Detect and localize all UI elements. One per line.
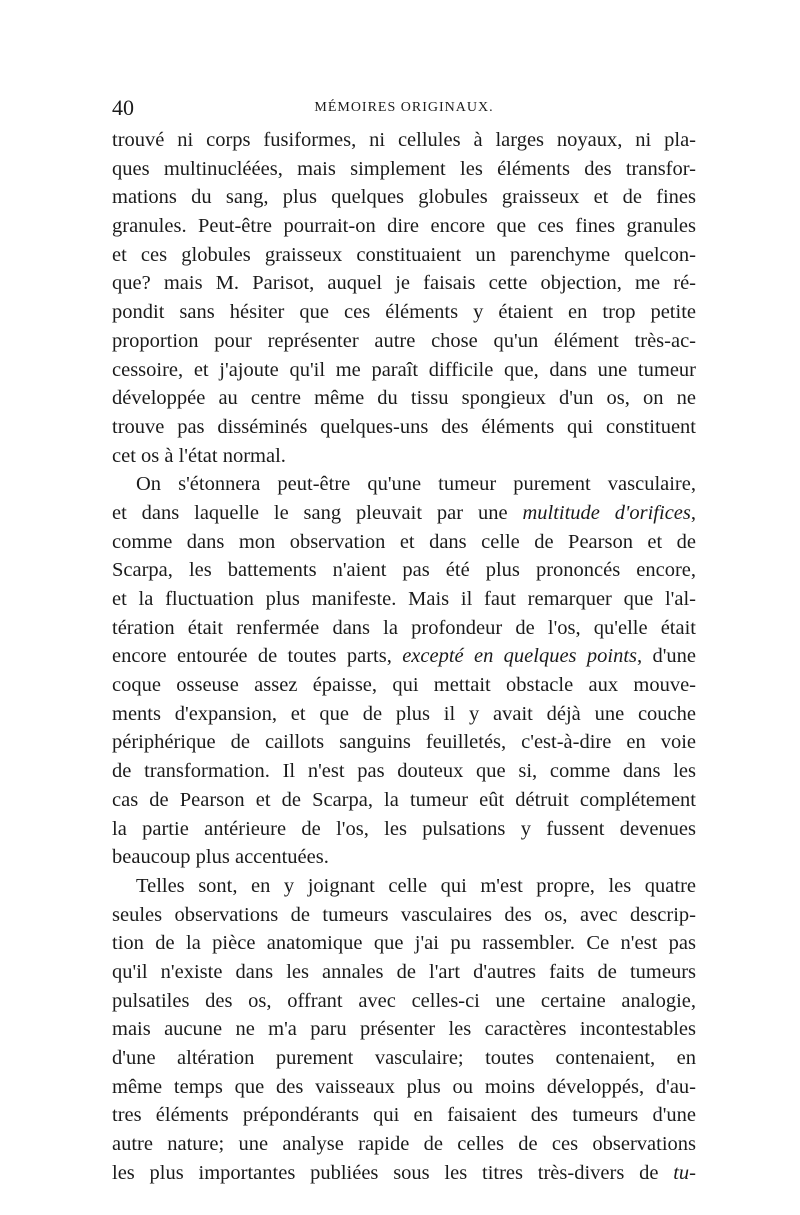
text-line: et la fluctuation plus manifeste. Mais il faut remarquer que l'al- <box>112 588 696 610</box>
text-line <box>112 642 696 671</box>
italic-text: tu- <box>673 1161 696 1184</box>
text-line: cessoire, et j'ajoute qu'il me paraît difficile que, dans une tumeur <box>112 358 696 381</box>
text-segment: encore entourée de toutes parts, <box>112 645 403 668</box>
running-head <box>112 93 696 123</box>
text-line: tion de la pièce anatomique que j'ai pu rassembler. Ce n'est pas <box>112 932 696 955</box>
text-segment: , <box>690 501 696 524</box>
text-line: développée au centre même du tissu spongieux d'un os, on ne <box>112 387 696 410</box>
page-number: 40 <box>112 95 134 120</box>
text-line: granules. Peut-être pourrait-on dire encore que ces fines granules <box>112 215 696 238</box>
text-line: trouvé ni corps fusiformes, ni cellules à larges noyaux, ni pla- <box>112 129 696 151</box>
text-line: pondit sans hésiter que ces éléments y étaient en trop petite <box>112 301 696 324</box>
text-line: cet os à l'état normal. <box>112 444 286 467</box>
text-line: que? mais M. Parisot, auquel je faisais cette objection, me ré- <box>112 272 696 295</box>
text-line: Scarpa, les battements n'aient pas été plus prononcés encore, <box>112 559 696 582</box>
text-line: tres éléments prépondérants qui en faisaient des tumeurs d'une <box>112 1104 696 1127</box>
text-line: coque osseuse assez épaisse, qui mettait obstacle aux mouve- <box>112 674 696 697</box>
text-line: la partie antérieure de l'os, les pulsations y fussent devenues <box>112 817 696 840</box>
text-line <box>112 1159 696 1188</box>
text-line: Telles sont, en y joignant celle qui m'est propre, les quatre <box>136 874 696 897</box>
text-segment: , d'une <box>637 645 696 668</box>
paragraph <box>112 126 696 470</box>
text-line: cas de Pearson et de Scarpa, la tumeur eût détruit complétement <box>112 788 696 811</box>
running-title: MÉMOIRES ORIGINAUX. <box>314 100 494 115</box>
text-segment: les plus importantes publiées sous les titres très-divers de <box>112 1161 674 1184</box>
text-line: seules observations de tumeurs vasculaires des os, avec descrip- <box>112 903 696 926</box>
italic-text: multitude d'orifices <box>522 501 691 524</box>
text-line: On s'étonnera peut-être qu'une tumeur purement vasculaire, <box>136 473 696 496</box>
text-line <box>112 499 696 528</box>
text-line: périphérique de caillots sanguins feuilletés, c'est-à-dire en voie <box>112 731 696 754</box>
text-line: ments d'expansion, et que de plus il y avait déjà une couche <box>112 702 696 725</box>
text-line: proportion pour représenter autre chose qu'un élément très-ac- <box>112 329 696 352</box>
text-line: beaucoup plus accentuées. <box>112 846 329 869</box>
text-line: mais aucune ne m'a paru présenter les caractères incontestables <box>112 1018 696 1041</box>
italic-text: excepté en quelques points <box>402 645 637 668</box>
text-line: tération était renfermée dans la profondeur de l'os, qu'elle était <box>112 616 696 639</box>
paragraph <box>112 470 696 872</box>
text-line: qu'il n'existe dans les annales de l'art d'autres faits de tumeurs <box>112 960 696 983</box>
text-line: même temps que des vaisseaux plus ou moins développés, d'au- <box>112 1075 696 1098</box>
text-line: comme dans mon observation et dans celle de Pearson et de <box>112 530 696 553</box>
body-text <box>112 126 696 1187</box>
text-line: trouve pas disséminés quelques-uns des éléments qui constituent <box>112 415 696 438</box>
text-line: de transformation. Il n'est pas douteux que si, comme dans les <box>112 760 696 783</box>
text-line: mations du sang, plus quelques globules graisseux et de fines <box>112 186 696 209</box>
text-line: pulsatiles des os, offrant avec celles-ci une certaine analogie, <box>112 989 696 1012</box>
text-line: ques multinucléées, mais simplement les éléments des transfor- <box>112 157 696 180</box>
text-line: d'une altération purement vasculaire; toutes contenaient, en <box>112 1047 696 1069</box>
paragraph <box>112 872 696 1188</box>
text-segment: et dans laquelle le sang pleuvait par une <box>112 501 523 524</box>
text-line: et ces globules graisseux constituaient un parenchyme quelcon- <box>112 243 696 266</box>
text-line: autre nature; une analyse rapide de celles de ces observations <box>112 1133 696 1156</box>
